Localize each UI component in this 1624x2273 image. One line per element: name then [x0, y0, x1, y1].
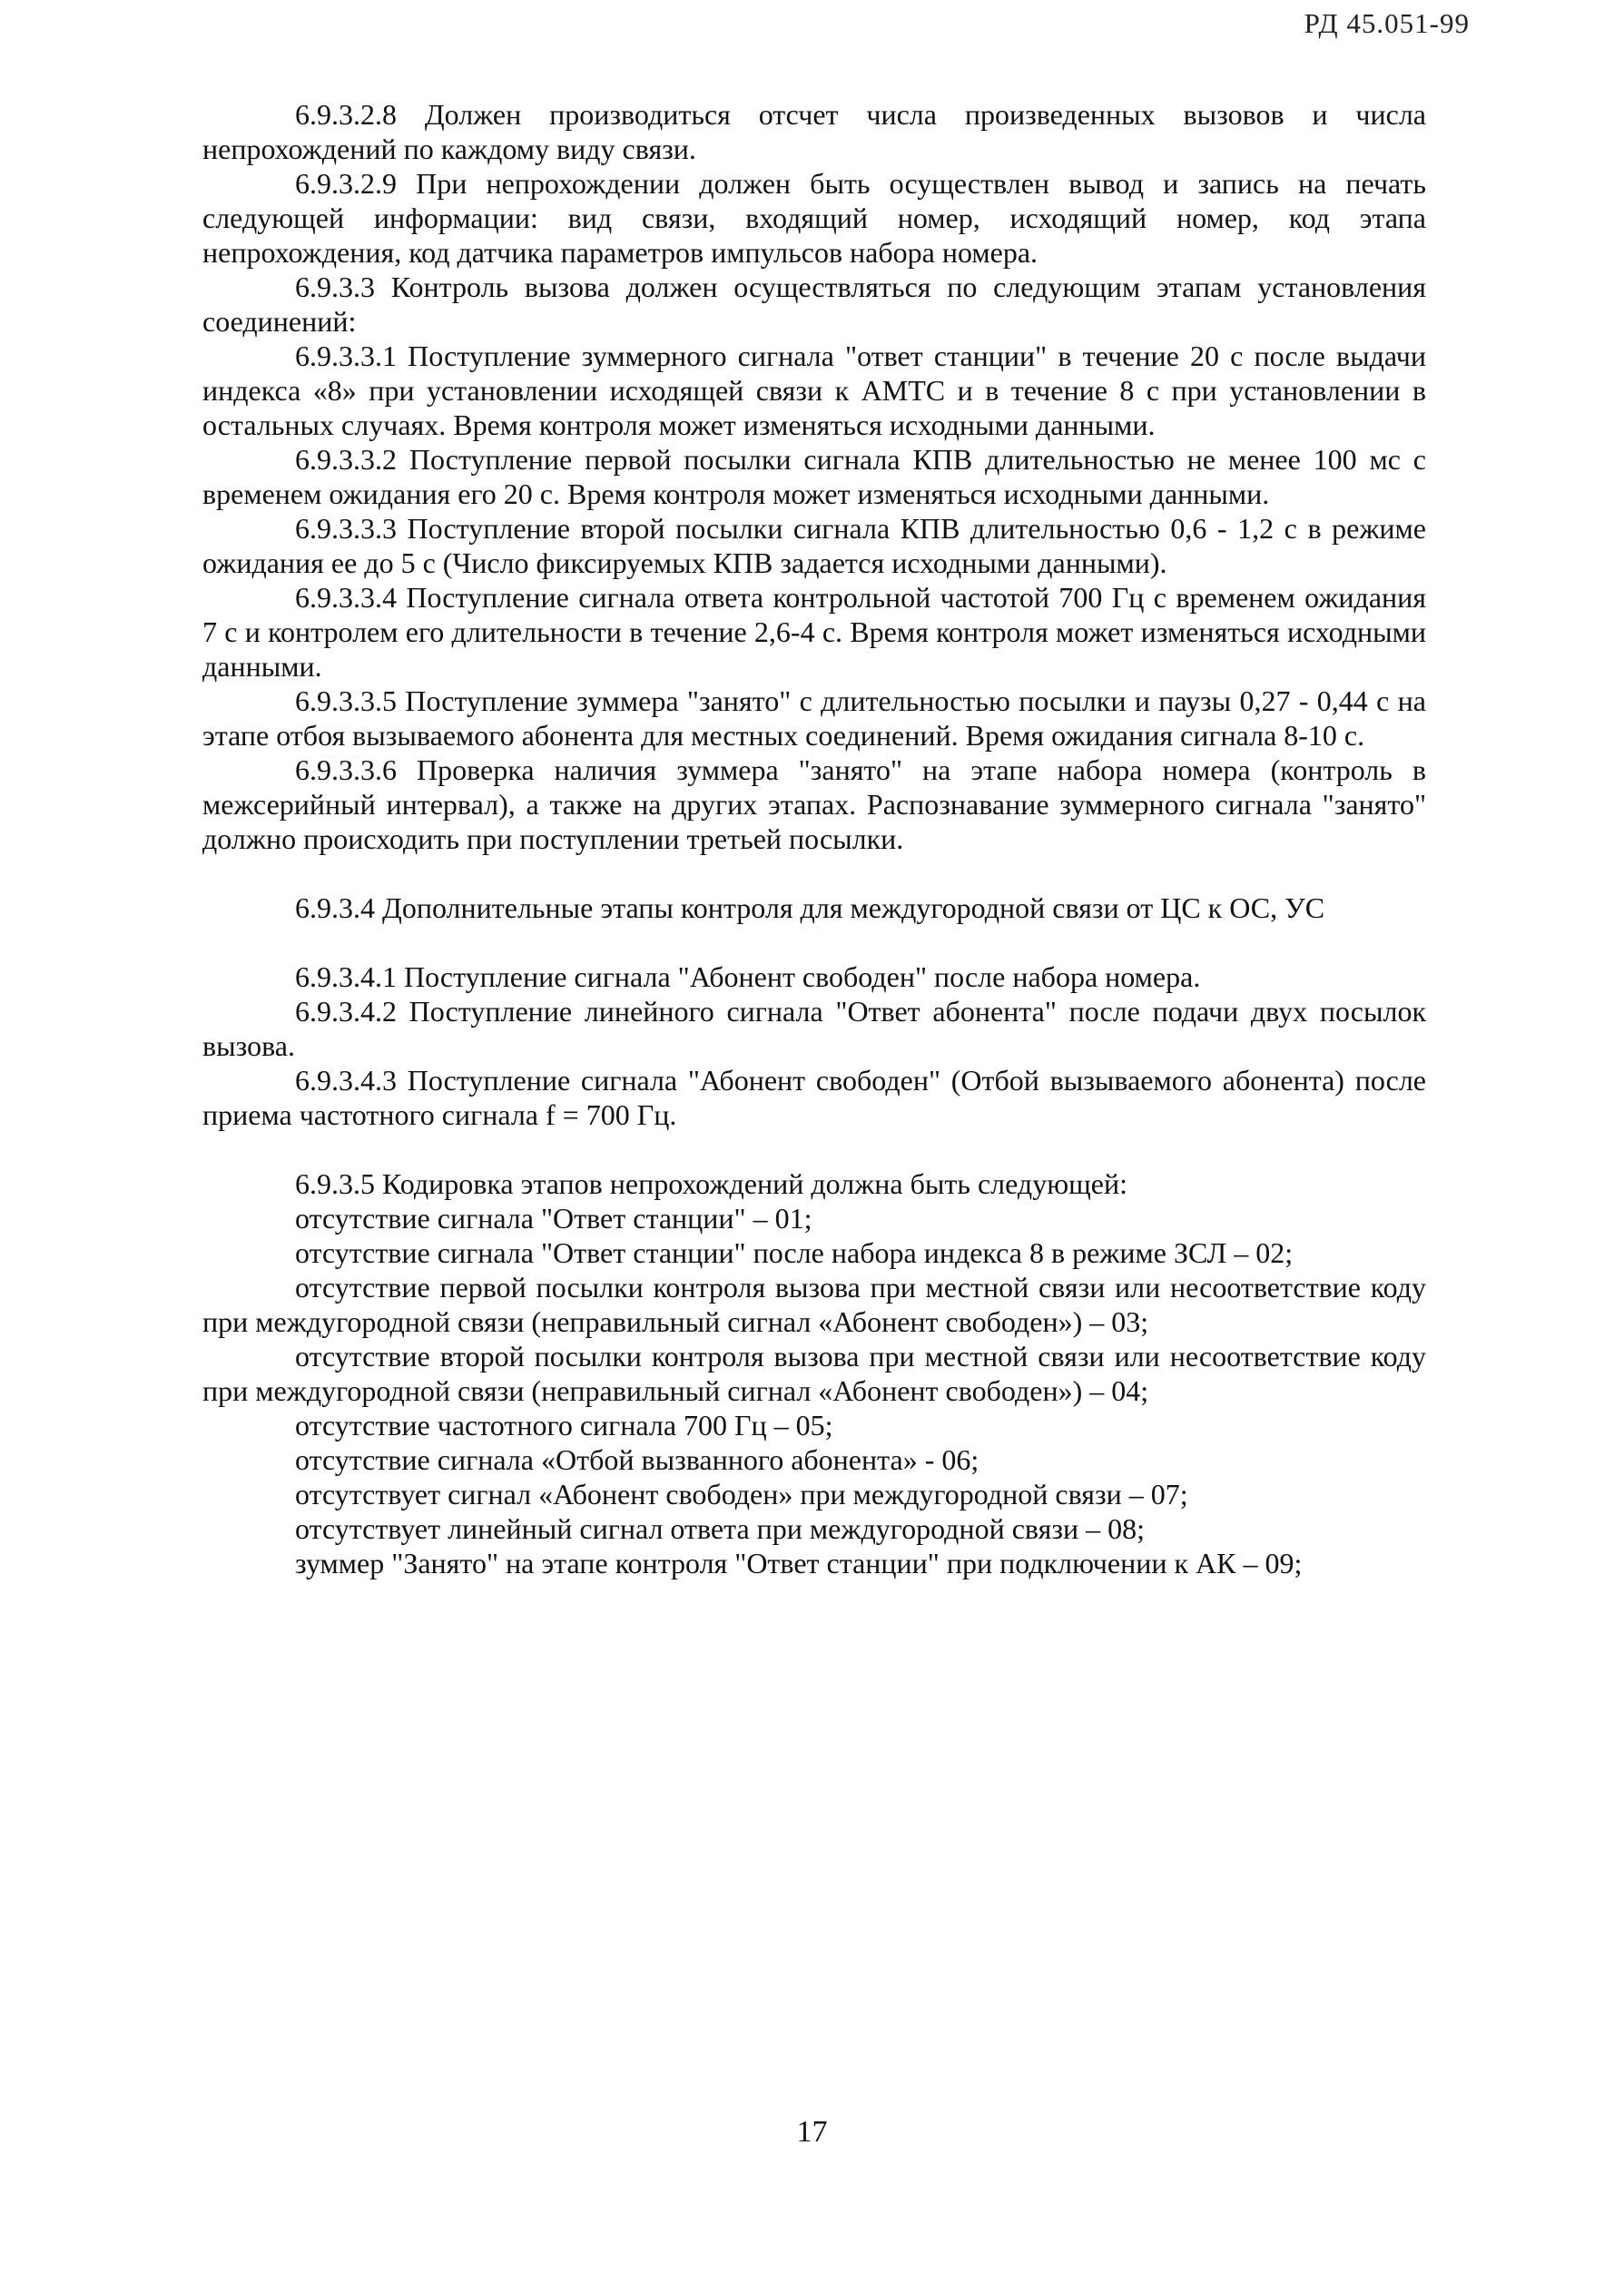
code-item-04: отсутствие второй посылки контроля вызова при местной связи или несоответствие коду при междугородной связи (неправильный сигнал «Абонент свободен») – 04;	[202, 1340, 1426, 1407]
paragraph-6-9-3-3: 6.9.3.3 Контроль вызова должен осуществляться по следующим этапам установления соединений:	[202, 271, 1426, 338]
paragraph-6-9-3-3-5: 6.9.3.3.5 Поступление зуммера "занято" с длительностью посылки и паузы 0,27 - 0,44 с на этапе отбоя вызываемого абонента для местных соединений. Время ожидания сигнала 8-10 с.	[202, 684, 1426, 752]
code-item-05: отсутствие частотного сигнала 700 Гц – 05;	[295, 1409, 833, 1442]
paragraph-6-9-3-5: 6.9.3.5 Кодировка этапов непрохождений должна быть следующей:	[295, 1167, 1127, 1200]
paragraph-6-9-3-2-8: 6.9.3.2.8 Должен производиться отсчет числа произведенных вызовов и числа непрохождений по каждому виду связи.	[202, 98, 1426, 165]
paragraph-6-9-3-3-1: 6.9.3.3.1 Поступление зуммерного сигнала "ответ станции" в течение 20 с после выдачи индекса «8» при установлении исходящей связи к АМТС и в течение 8 с при установлении в остальных случаях. Время контроля может изменяться исходными данными.	[202, 339, 1426, 441]
code-item-08: отсутствует линейный сигнал ответа при междугородной связи – 08;	[295, 1512, 1145, 1545]
paragraph-6-9-3-4: 6.9.3.4 Дополнительные этапы контроля для междугородной связи от ЦС к ОС, УС	[295, 891, 1325, 924]
code-item-07: отсутствует сигнал «Абонент свободен» при междугородной связи – 07;	[295, 1478, 1188, 1510]
paragraph-6-9-3-4-3: 6.9.3.4.3 Поступление сигнала "Абонент свободен" (Отбой вызываемого абонента) после приема частотного сигнала f = 700 Гц.	[202, 1064, 1426, 1131]
document-body	[202, 97, 1426, 1580]
paragraph-6-9-3-3-2: 6.9.3.3.2 Поступление первой посылки сигнала КПВ длительностью не менее 100 мс с временем ожидания его 20 с. Время контроля может изменяться исходными данными.	[202, 443, 1426, 510]
code-item-01: отсутствие сигнала "Ответ станции" – 01;	[295, 1202, 812, 1235]
paragraph-6-9-3-4-1: 6.9.3.4.1 Поступление сигнала "Абонент свободен" после набора номера.	[295, 960, 1201, 993]
paragraph-6-9-3-4-2: 6.9.3.4.2 Поступление линейного сигнала "Ответ абонента" после подачи двух посылок вызова.	[202, 995, 1426, 1062]
paragraph-6-9-3-3-3: 6.9.3.3.3 Поступление второй посылки сигнала КПВ длительностью 0,6 - 1,2 с в режиме ожидания ее до 5 с (Число фиксируемых КПВ задается исходными данными).	[202, 512, 1426, 579]
page-number: 17	[796, 2115, 828, 2149]
code-item-06: отсутствие сигнала «Отбой вызванного абонента» - 06;	[295, 1443, 979, 1476]
document-code-header: РД 45.051-99	[1304, 7, 1470, 39]
code-item-03: отсутствие первой посылки контроля вызова при местной связи или несоответствие коду при междугородной связи (неправильный сигнал «Абонент свободен») – 03;	[202, 1271, 1426, 1338]
paragraph-6-9-3-3-6: 6.9.3.3.6 Проверка наличия зуммера "занято" на этапе набора номера (контроль в межсерийный интервал), а также на других этапах. Распознавание зуммерного сигнала "занято" должно происходить при поступлении третьей посылки.	[202, 753, 1426, 855]
code-item-02: отсутствие сигнала "Ответ станции" после набора индекса 8 в режиме ЗСЛ – 02;	[295, 1236, 1294, 1269]
code-item-09: зуммер "Занято" на этапе контроля "Ответ станции" при подключении к АК – 09;	[295, 1547, 1303, 1579]
paragraph-6-9-3-3-4: 6.9.3.3.4 Поступление сигнала ответа контрольной частотой 700 Гц с временем ожидания 7 с и контролем его длительности в течение 2,6-4 с. Время контроля может изменяться исходными данными.	[202, 581, 1426, 683]
paragraph-6-9-3-2-9: 6.9.3.2.9 При непрохождении должен быть осуществлен вывод и запись на печать следующей информации: вид связи, входящий номер, исходящий номер, код этапа непрохождения, код датчика параметров импульсов набора номера.	[202, 167, 1426, 269]
